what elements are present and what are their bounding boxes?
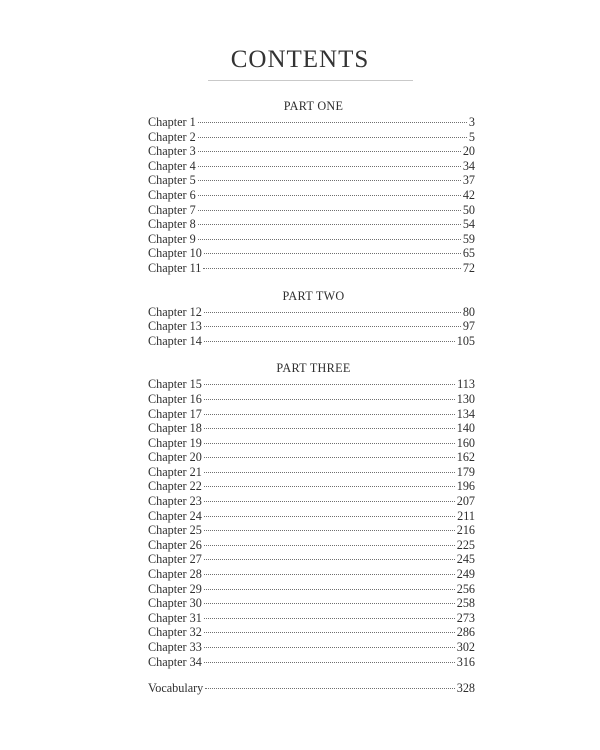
entry-label: Chapter 15 (148, 377, 202, 392)
chapter-entry[interactable] (148, 625, 475, 640)
part-heading: PART ONE (283, 99, 344, 113)
chapter-entry[interactable] (148, 203, 475, 218)
entry-label: Chapter 13 (148, 319, 202, 334)
chapter-entry[interactable] (148, 479, 475, 494)
chapter-entry[interactable] (148, 232, 475, 247)
leader-dots (204, 341, 455, 342)
part-three-section (148, 360, 475, 669)
chapter-entry[interactable] (148, 144, 475, 159)
entry-page-number: 130 (456, 391, 475, 406)
entry-label: Chapter 6 (148, 187, 196, 202)
entry-page-number: 134 (456, 406, 475, 421)
entry-page-number: 3 (468, 115, 475, 129)
leader-dots (204, 647, 455, 648)
part-two-section (148, 288, 475, 349)
entry-label: Chapter 21 (148, 464, 202, 479)
leader-dots (204, 428, 455, 429)
table-of-contents (148, 98, 475, 696)
entry-page-number: 160 (456, 435, 475, 450)
entry-label: Chapter 20 (148, 450, 202, 465)
entry-label: Chapter 26 (148, 537, 202, 552)
chapter-entry[interactable] (148, 655, 475, 670)
entry-page-number: 5 (468, 129, 475, 144)
chapter-entry[interactable] (148, 188, 475, 203)
entry-page-number: 20 (462, 144, 475, 159)
leader-dots (204, 545, 455, 546)
chapter-entry[interactable] (148, 217, 475, 232)
entry-page-number: 211 (457, 508, 475, 523)
part-heading: PART TWO (282, 288, 345, 303)
entry-label: Chapter 33 (148, 640, 202, 654)
entry-page-number: 59 (462, 231, 475, 246)
entry-label: Chapter 18 (148, 421, 202, 436)
entry-page-number: 273 (456, 610, 475, 625)
entry-label: Chapter 28 (148, 567, 202, 582)
entry-label: Chapter 34 (148, 654, 202, 669)
entry-page-number: 140 (456, 421, 475, 436)
leader-dots (204, 312, 461, 313)
leader-dots (204, 603, 455, 604)
chapter-entry[interactable] (148, 552, 475, 567)
entry-page-number: 245 (456, 552, 475, 567)
leader-dots (204, 457, 455, 458)
entry-page-number: 328 (456, 681, 475, 696)
leader-dots (198, 210, 461, 211)
leader-dots (198, 151, 461, 152)
leader-dots (204, 662, 455, 663)
leader-dots (198, 239, 461, 240)
entry-page-number: 42 (462, 187, 475, 202)
part-one-section (148, 98, 475, 276)
chapter-entry[interactable] (148, 421, 475, 436)
chapter-list (148, 115, 475, 276)
leader-dots (204, 384, 455, 385)
chapter-entry[interactable] (148, 392, 475, 407)
chapter-entry[interactable] (148, 319, 475, 334)
entry-label: Chapter 12 (148, 304, 202, 319)
leader-dots (204, 326, 461, 327)
entry-page-number: 258 (456, 596, 475, 611)
chapter-entry[interactable] (148, 596, 475, 611)
chapter-entry[interactable] (148, 436, 475, 451)
entry-page-number: 34 (462, 158, 475, 173)
entry-page-number: 196 (456, 479, 475, 494)
entry-label: Chapter 14 (148, 333, 202, 348)
leader-dots (204, 443, 455, 444)
entry-page-number: 162 (456, 450, 475, 465)
leader-dots (203, 268, 460, 269)
entry-page-number: 225 (456, 537, 475, 552)
entry-label: Chapter 7 (148, 202, 196, 217)
entry-page-number: 37 (462, 173, 475, 188)
page-title: CONTENTS (230, 46, 370, 73)
leader-dots (204, 399, 455, 400)
entry-page-number: 316 (456, 654, 475, 669)
leader-dots (198, 122, 467, 123)
chapter-entry[interactable] (148, 159, 475, 174)
chapter-entry[interactable] (148, 509, 475, 524)
entry-page-number: 286 (456, 625, 475, 640)
entry-page-number: 97 (462, 319, 475, 334)
entry-label: Chapter 9 (148, 231, 196, 246)
entry-label: Vocabulary (148, 681, 204, 696)
leader-dots (198, 180, 461, 181)
entry-label: Chapter 23 (148, 494, 202, 509)
entry-page-number: 72 (462, 260, 475, 275)
entry-label: Chapter 25 (148, 523, 202, 538)
leader-dots (204, 530, 455, 531)
chapter-entry[interactable] (148, 115, 475, 130)
entry-page-number: 50 (462, 202, 475, 217)
entry-label: Chapter 30 (148, 596, 202, 611)
entry-label: Chapter 17 (148, 406, 202, 421)
entry-page-number: 179 (456, 464, 475, 479)
entry-label: Chapter 16 (148, 391, 202, 406)
vocabulary-entry[interactable] (148, 681, 475, 696)
entry-label: Chapter 8 (148, 217, 196, 232)
chapter-entry[interactable] (148, 538, 475, 553)
entry-label: Chapter 22 (148, 479, 202, 494)
leader-dots (205, 688, 454, 689)
chapter-entry[interactable] (148, 334, 475, 349)
entry-page-number: 80 (462, 304, 475, 319)
chapter-entry[interactable] (148, 494, 475, 509)
chapter-entry[interactable] (148, 130, 475, 145)
entry-page-number: 54 (462, 217, 475, 232)
chapter-entry[interactable] (148, 407, 475, 422)
entry-label: Chapter 10 (148, 246, 202, 261)
entry-label: Chapter 3 (148, 144, 196, 159)
entry-page-number: 249 (456, 567, 475, 582)
chapter-entry[interactable] (148, 173, 475, 188)
entry-page-number: 302 (456, 640, 475, 654)
leader-dots (204, 618, 455, 619)
entry-page-number: 207 (456, 494, 475, 509)
entry-page-number: 216 (456, 523, 475, 538)
leader-dots (198, 224, 461, 225)
leader-dots (198, 166, 461, 167)
entry-page-number: 105 (456, 333, 475, 348)
chapter-entry[interactable] (148, 640, 475, 655)
chapter-list (148, 305, 475, 349)
leader-dots (204, 472, 455, 473)
entry-label: Chapter 29 (148, 581, 202, 596)
entry-label: Chapter 24 (148, 508, 202, 523)
entry-label: Chapter 32 (148, 625, 202, 640)
leader-dots (204, 516, 455, 517)
leader-dots (204, 501, 455, 502)
leader-dots (204, 589, 455, 590)
chapter-entry[interactable] (148, 305, 475, 320)
entry-label: Chapter 1 (148, 115, 196, 129)
chapter-entry[interactable] (148, 611, 475, 626)
leader-dots (204, 253, 461, 254)
chapter-entry[interactable] (148, 450, 475, 465)
chapter-entry[interactable] (148, 582, 475, 597)
leader-dots (198, 195, 461, 196)
leader-dots (198, 137, 467, 138)
chapter-list (148, 377, 475, 669)
entry-label: Chapter 2 (148, 129, 196, 144)
chapter-entry[interactable] (148, 465, 475, 480)
chapter-entry[interactable] (148, 261, 475, 276)
leader-dots (204, 574, 455, 575)
chapter-entry[interactable] (148, 523, 475, 538)
chapter-entry[interactable] (148, 377, 475, 392)
entry-page-number: 65 (462, 246, 475, 261)
entry-label: Chapter 11 (148, 260, 202, 275)
leader-dots (204, 559, 455, 560)
title-divider (208, 80, 413, 81)
leader-dots (204, 486, 455, 487)
entry-page-number: 256 (456, 581, 475, 596)
entry-label: Chapter 4 (148, 158, 196, 173)
leader-dots (204, 632, 455, 633)
chapter-entry[interactable] (148, 246, 475, 261)
entry-label: Chapter 31 (148, 610, 202, 625)
entry-page-number: 113 (457, 377, 475, 392)
entry-label: Chapter 19 (148, 435, 202, 450)
part-heading: PART THREE (276, 361, 351, 376)
leader-dots (204, 414, 455, 415)
entry-label: Chapter 27 (148, 552, 202, 567)
entry-label: Chapter 5 (148, 173, 196, 188)
chapter-entry[interactable] (148, 567, 475, 582)
